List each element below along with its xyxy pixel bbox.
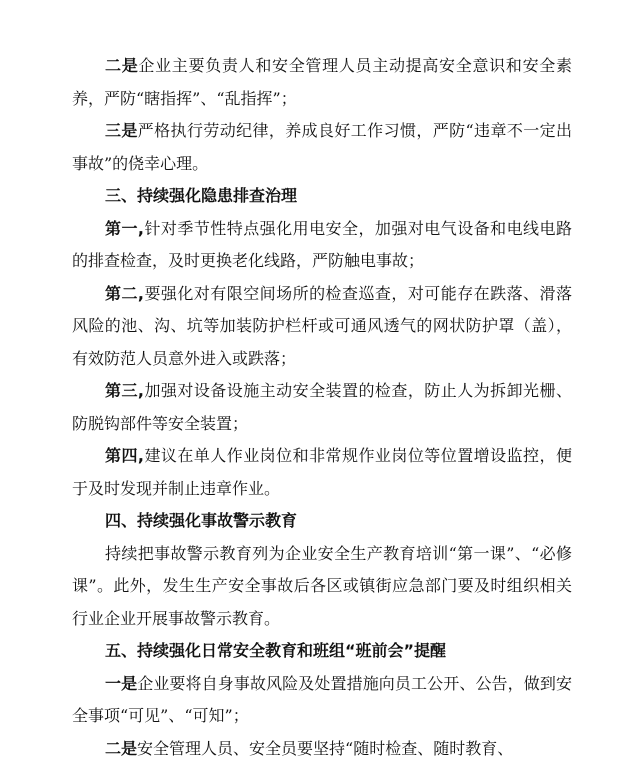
paragraph-lead: 二是 (105, 738, 138, 758)
paragraph (72, 668, 572, 733)
paragraph-text: 持续把事故警示教育列为企业安全生产教育培训“第一课”、“必修课”。此外，发生生产安全事故后各区或镇街应急部门要及时组织相关行业企业开展事故警示教育。 (72, 543, 572, 628)
paragraph-lead: 三是 (105, 121, 138, 140)
paragraph (72, 733, 572, 766)
paragraph-text: 加强对设备设施主动安全装置的检查，防止人为拆卸光栅、防脱钩部件等安全装置； (72, 381, 572, 433)
paragraph-text: 建议在单人作业岗位和非常规作业岗位等位置增设监控，便于及时发现并制止违章作业。 (72, 446, 572, 498)
paragraph (72, 538, 572, 636)
paragraph-text: 企业主要负责人和安全管理人员主动提高安全意识和安全素养，严防“瞎指挥”、“乱指挥”； (72, 56, 572, 108)
paragraph-lead: 第四, (105, 446, 144, 465)
paragraph-text: 要强化对有限空间场所的检查巡查，对可能存在跌落、滑落风险的池、沟、坑等加装防护栏杆或可通风透气的网状防护罩（盖），有效防范人员意外进入或跌落； (72, 283, 572, 368)
paragraph (72, 213, 572, 278)
paragraph-text: 企业要将自身事故风险及处置措施向员工公开、公告，做到安全事项“可见”、“可知”； (72, 673, 572, 725)
paragraph-text: 安全管理人员、安全员要坚持“随时检查、随时教育、 (137, 738, 514, 758)
paragraph-lead: 第二, (105, 283, 144, 303)
paragraph-lead: 第三, (105, 381, 144, 400)
paragraph-text: 针对季节性特点强化用电安全，加强对电气设备和电线电路的排查检查，及时更换老化线路，严防触电事故； (72, 218, 572, 270)
paragraph (72, 440, 572, 505)
section-heading: 四、持续强化事故警示教育 (105, 511, 298, 530)
paragraph-lead: 第一, (105, 218, 144, 238)
section-heading: 三、持续强化隐患排查治理 (105, 186, 298, 205)
paragraph (72, 375, 572, 440)
paragraph (72, 115, 572, 180)
paragraph-lead: 一是 (105, 673, 138, 693)
paragraph-text: 严格执行劳动纪律，养成良好工作习惯，严防“违章不一定出事故”的侥幸心理。 (72, 121, 572, 173)
paragraph-lead: 二是 (105, 56, 139, 75)
paragraph (72, 50, 572, 115)
section-heading: 五、持续强化日常安全教育和班组“班前会”提醒 (105, 641, 447, 660)
paragraph (72, 278, 572, 376)
